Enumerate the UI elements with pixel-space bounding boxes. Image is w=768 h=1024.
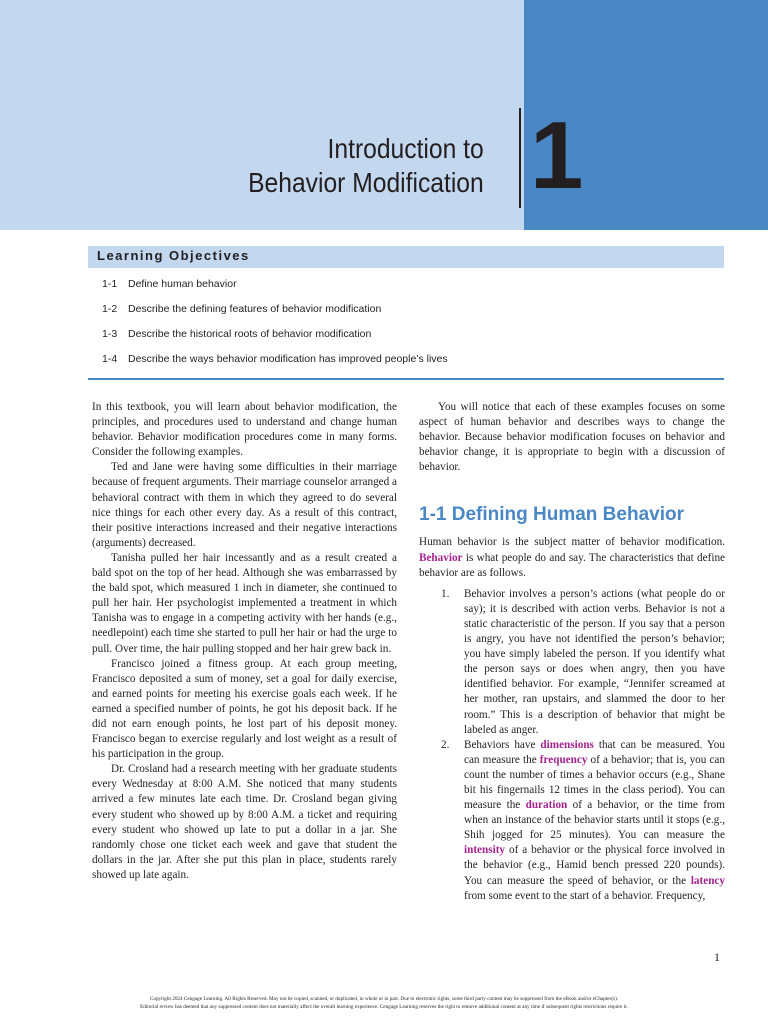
list-item-text-d: of a behavior, or the time from when an instance of the behavior starts until it stops (e.g., Shih jogged for 25 minutes). You can measure the [464,799,725,842]
objective-text: Describe the ways behavior modification has improved people’s lives [128,353,448,365]
example-francisco: Francisco joined a fitness group. At each group meeting, Francisco deposited a sum of money, set a goal for daily exercise, and earned points for meeting his exercise goals each week. If he earned a specified number of points, he got his deposit back. If he did not earn enough points, he lost part of his deposit money. Francisco began to exercise regularly and lost weight as a result of his participation in the group. [92,657,397,761]
definition-text-b: is what people do and say. The characteristics that define behavior are as follows. [419,551,725,579]
keyword-latency: latency [690,874,725,887]
copyright-line2: Editorial review has deemed that any suppressed content does not materially affect the overall learning experience. Cengage Learning reserves the right to remove additional content at any time if subsequent rights restrictions require it. [140,1004,628,1010]
objective-text: Describe the historical roots of behavior modification [128,328,372,340]
objective-item [102,277,448,302]
list-item [419,738,725,904]
objective-number: 1-4 [102,353,118,365]
objective-text: Describe the defining features of behavior modification [128,303,382,315]
list-item-number: 1. [441,587,450,600]
list-item-text-b: that can be measured. You can measure the [464,738,725,766]
learning-objectives-heading: Learning Objectives [97,248,250,263]
list-item-text-c: of a behavior; that is, you can count the number of times a behavior occurs (e.g., Shane bit his fingernails 12 times in the class period). You can measure the [464,753,725,812]
page-number: 1 [714,950,720,964]
intro-paragraph: In this textbook, you will learn about behavior modification, the principles, and procedures used to understand and change human behavior. Behavior modification procedures come in many forms. Consider the following examples. [92,401,397,459]
definition-paragraph [419,535,725,580]
example-crosland: Dr. Crosland had a research meeting with her graduate students every Wednesday at 8:00 A.M. She noticed that many students arrived a few minutes late each time. Dr. Crosland began giving every student who showed up by 8:00 A.M. a ticket and requiring every student who showed up late to put a dollar in a jar. She randomly chose one ticket each week and gave that student the dollars in the jar. After she put this plan in place, students rarely showed up late again. [92,763,397,881]
learning-objectives-rule [88,378,724,380]
definition-text-a: Human behavior is the subject matter of behavior modification. [419,536,725,549]
objective-item [102,352,448,377]
chapter-title-line2: Behavior Modification [248,167,484,198]
list-item-text-e: of a behavior or the physical force involved in the behavior (e.g., Hamid bench pressed 220 pounds). You can measure the speed of behavior, or the [464,844,725,887]
objective-number: 1-3 [102,328,118,340]
keyword-frequency: frequency [539,753,588,766]
learning-objectives-bar [88,246,724,268]
section-heading: 1-1 Defining Human Behavior [419,504,684,526]
copyright-line1: Copyright 2024 Cengage Learning. All Rights Reserved. May not be copied, scanned, or duplicated, in whole or in part. Due to electronic rights, some third party content may be suppressed from the eBook and/or eChapter(s). [149,996,619,1002]
list-item-text-f: from some event to the start of a behavior. Frequency, [464,889,706,902]
chapter-number: 1 [530,102,584,209]
left-column [92,400,397,883]
objective-item [102,302,448,327]
copyright-notice [0,995,768,1011]
keyword-behavior: Behavior [419,551,463,564]
list-item-text: Behavior involves a person’s actions (what people do or say); it is described with action verbs. Behavior is not a static characteristic of the person. If you say that a person is angry, you have not identified the person’s behavior; you have simply labeled the person. If you identify what the person says or does when angry, then you have identified behavior. For example, “Jennifer screamed at her mother, ran upstairs, and slammed the door to her room.” This is a description of behavior that might be labeled as anger. [464,587,725,736]
objective-number: 1-2 [102,303,118,315]
behavior-characteristics-list [419,587,725,904]
list-item-text-a: Behaviors have [464,738,541,751]
keyword-duration: duration [525,799,568,812]
right-intro-paragraph: You will notice that each of these examples focuses on some aspect of human behavior and describes ways to change the behavior. Because behavior modification focuses on behavior and behavior change, it is appropriate to begin with a discussion of behavior. [419,401,725,474]
chapter-title [248,132,484,200]
right-column [419,400,725,904]
header-divider [519,108,521,208]
list-item-number: 2. [441,738,450,751]
example-tanisha: Tanisha pulled her hair incessantly and as a result created a bald spot on the top of her head. Although she was embarrassed by the bald spot, which measured 1 inch in diameter, she continued to pull her hair. Her psychologist implemented a treatment in which Tanisha was to engage in a competing activity with her hands (e.g., needlepoint) each time she started to pull her hair or had the urge to pull. Over time, the hair pulling stopped and her hair grew back in. [92,551,397,655]
example-ted-jane: Ted and Jane were having some difficulties in their marriage because of frequent arguments. Their marriage counselor arranged a behavioral contract with them in which they agreed to do several nice things for each other every day. As a result of this contract, their positive interactions increased and their negative interactions (arguments) decreased. [92,461,397,549]
keyword-intensity: intensity [464,844,506,857]
keyword-dimensions: dimensions [540,738,594,751]
list-item [419,587,725,738]
learning-objectives-list [102,277,448,377]
chapter-title-line1: Introduction to [327,133,484,164]
objective-text: Define human behavior [128,278,237,290]
objective-item [102,327,448,352]
objective-number: 1-1 [102,278,118,290]
